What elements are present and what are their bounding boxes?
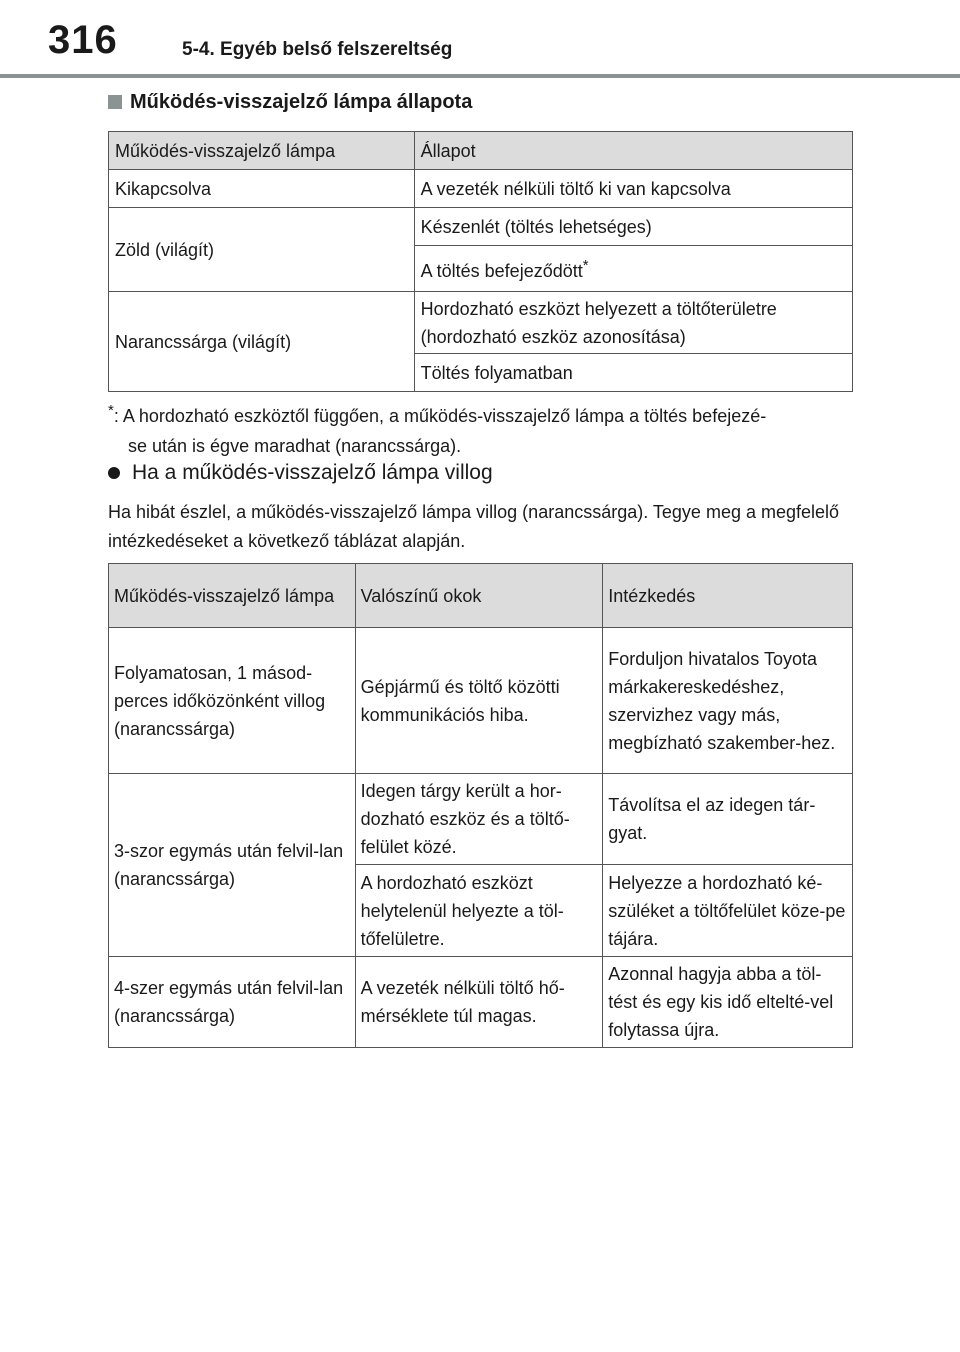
cause-cell: Idegen tárgy került a hor-dozható eszköz és a töltő-felület közé. [355, 774, 603, 865]
dot-bullet-icon [108, 467, 120, 479]
state-cell: A vezeték nélküli töltő ki van kapcsolva [414, 170, 852, 208]
table-header-row [109, 132, 853, 170]
indicator-status-table [108, 131, 853, 392]
lamp-cell: Kikapcsolva [109, 170, 415, 208]
column-header: Valószínű okok [355, 564, 603, 628]
action-cell: Azonnal hagyja abba a töl-tést és egy kis idő eltelté-vel folytassa újra. [603, 957, 853, 1048]
table-row [109, 292, 853, 354]
footnote-marker: * [108, 402, 114, 419]
intro-paragraph: Ha hibát észlel, a működés-visszajelző lámpa villog (narancssárga). Tegye meg a megfelelő intézkedéseket a következő táblázat alapján. [108, 502, 840, 551]
lamp-cell: Folyamatosan, 1 másod-perces időközönként villog (narancssárga) [109, 628, 356, 774]
page-number: 316 [48, 18, 118, 62]
footnote-line-2: se után is égve maradhat (narancssárga). [128, 436, 462, 456]
state-cell [414, 246, 852, 292]
column-header: Működés-visszajelző lámpa [109, 132, 415, 170]
column-header: Működés-visszajelző lámpa [109, 564, 356, 628]
action-cell: Helyezze a hordozható ké-szüléket a töltőfelület köze-pe tájára. [603, 865, 853, 957]
action-cell: Forduljon hivatalos Toyota márkakereskedéshez, szervizhez vagy más, megbízható szakember-hez. [603, 628, 853, 774]
footnote [108, 396, 853, 461]
section-title [108, 92, 472, 112]
table-row [109, 774, 853, 865]
cause-cell: A vezeték nélküli töltő hő-mérséklete túl magas. [355, 957, 603, 1048]
lamp-cell: Narancssárga (világít) [109, 292, 415, 392]
subheading-text: Ha a működés-visszajelző lámpa villog [132, 461, 493, 484]
state-cell: Töltés folyamatban [414, 354, 852, 392]
lamp-cell: 3-szor egymás után felvil-lan (narancssárga) [109, 774, 356, 957]
lamp-cell: 4-szer egymás után felvil-lan (narancssárga) [109, 957, 356, 1048]
cause-cell: A hordozható eszközt helytelenül helyezte a töl-tőfelületre. [355, 865, 603, 957]
table-row [109, 170, 853, 208]
subheading [108, 462, 493, 483]
table-header-row [109, 564, 853, 628]
header-divider [0, 74, 960, 78]
blinking-indicator-table [108, 563, 853, 1048]
column-header: Intézkedés [603, 564, 853, 628]
section-title-text: Működés-visszajelző lámpa állapota [130, 91, 473, 113]
column-header: Állapot [414, 132, 852, 170]
lamp-cell: Zöld (világít) [109, 208, 415, 292]
action-cell: Távolítsa el az idegen tár-gyat. [603, 774, 853, 865]
state-text: A töltés befejeződött [420, 261, 583, 281]
table-row [109, 208, 853, 246]
square-bullet-icon [108, 95, 122, 109]
table-row [109, 628, 853, 774]
state-cell: Készenlét (töltés lehetséges) [414, 208, 852, 246]
cause-cell: Gépjármű és töltő közötti kommunikációs hiba. [355, 628, 603, 774]
asterisk-mark: * [582, 257, 589, 274]
chapter-title: 5-4. Egyéb belső felszereltség [182, 39, 453, 60]
state-cell: Hordozható eszközt helyezett a töltőterületre (hordozható eszköz azonosítása) [414, 292, 852, 354]
page-header [0, 0, 960, 78]
footnote-line-1: : A hordozható eszköztől függően, a működés-visszajelző lámpa a töltés befejezé- [113, 406, 767, 426]
table-row [109, 957, 853, 1048]
